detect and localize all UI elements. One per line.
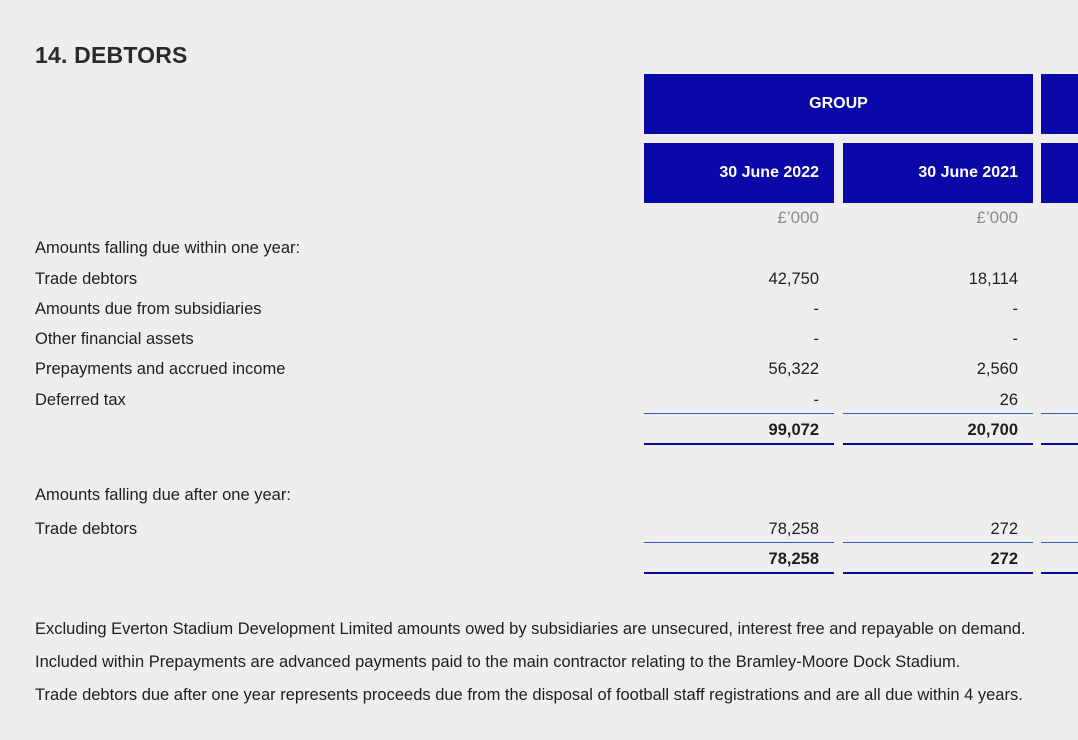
row-label: Deferred tax xyxy=(35,391,126,409)
note-text: Trade debtors due after one year represents proceeds due from the disposal of football staff registrations and are all due within 4 years. xyxy=(35,686,1023,704)
row-value-2022: - xyxy=(813,391,819,409)
section-heading-within-one-year: Amounts falling due within one year: xyxy=(35,239,301,257)
total-value-2021: 272 xyxy=(990,550,1018,568)
unit-label-2022: £’000 xyxy=(777,208,819,227)
row-label: Trade debtors xyxy=(35,270,138,288)
row-value-2021: 26 xyxy=(999,391,1018,409)
row-value-2022: 56,322 xyxy=(768,360,819,378)
row-value-2021: 2,560 xyxy=(976,360,1018,378)
row-value-2021: 272 xyxy=(990,520,1018,538)
section-heading-after-one-year: Amounts falling due after one year: xyxy=(35,486,291,504)
total-value-2022: 78,258 xyxy=(768,550,819,568)
total-rule xyxy=(843,572,1033,574)
subtotal-rule xyxy=(843,542,1033,543)
total-value-2022: 99,072 xyxy=(768,421,819,439)
row-value-2021: - xyxy=(1012,300,1018,318)
total-rule xyxy=(644,443,834,445)
total-rule xyxy=(843,443,1033,445)
column-header-2021: 30 June 2021 xyxy=(843,143,1033,203)
row-value-2021: - xyxy=(1012,330,1018,348)
note-text: Excluding Everton Stadium Development Limited amounts owed by subsidiaries are unsecured, interest free and repayable on demand. xyxy=(35,620,1026,638)
subtotal-rule xyxy=(644,413,834,414)
row-label: Other financial assets xyxy=(35,330,194,348)
row-label: Trade debtors xyxy=(35,520,138,538)
row-value-2022: 42,750 xyxy=(768,270,819,288)
subtotal-rule xyxy=(1041,413,1078,414)
subtotal-rule xyxy=(843,413,1033,414)
total-rule xyxy=(1041,443,1078,445)
unit-label-2021: £’000 xyxy=(976,208,1018,227)
total-value-2021: 20,700 xyxy=(967,421,1018,439)
group-header: GROUP xyxy=(644,74,1033,134)
page-title: 14. DEBTORS xyxy=(35,42,188,68)
note-text: Included within Prepayments are advanced payments paid to the main contractor relating to the Bramley-Moore Dock Stadium. xyxy=(35,653,961,671)
row-value-2021: 18,114 xyxy=(968,270,1018,288)
row-value-2022: - xyxy=(813,300,819,318)
subtotal-rule xyxy=(644,542,834,543)
subtotal-rule xyxy=(1041,542,1078,543)
row-label: Amounts due from subsidiaries xyxy=(35,300,262,318)
total-rule xyxy=(1041,572,1078,574)
row-value-2022: - xyxy=(813,330,819,348)
column-header-2022: 30 June 2022 xyxy=(644,143,834,203)
total-rule xyxy=(644,572,834,574)
column-header-next xyxy=(1041,143,1078,203)
row-value-2022: 78,258 xyxy=(768,520,819,538)
next-group-header xyxy=(1041,74,1078,134)
row-label: Prepayments and accrued income xyxy=(35,360,286,378)
